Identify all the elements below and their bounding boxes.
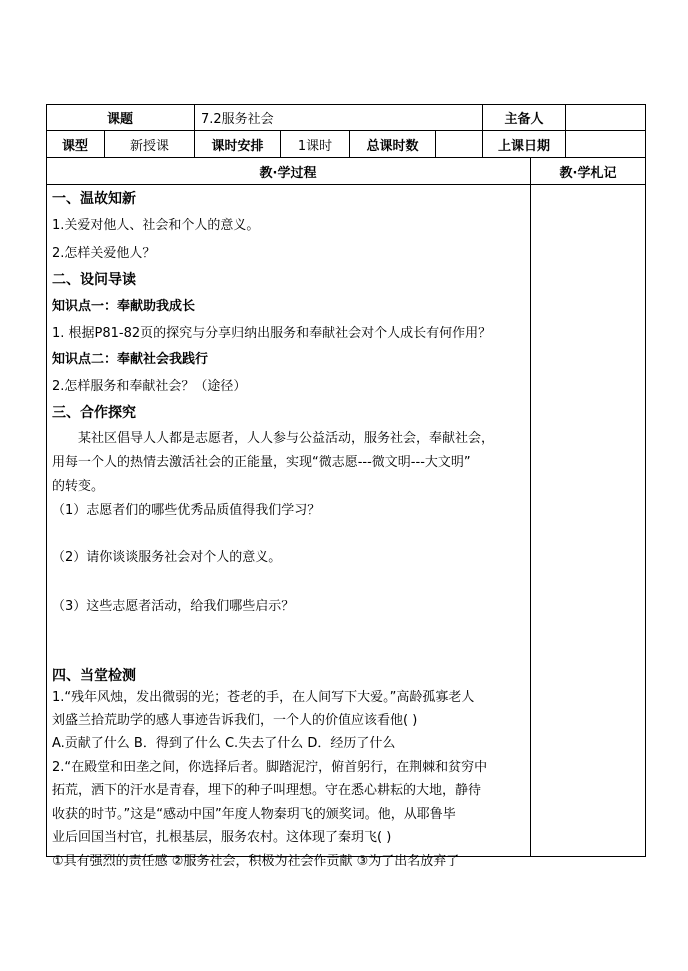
label-topic: 课题: [106, 112, 133, 127]
section-test-title: 四、当堂检测: [52, 668, 136, 684]
label-date: 上课日期: [497, 138, 550, 154]
test-options: A.贡献了什么 B．得到了什么 C.失去了什么 D．经历了什么: [52, 736, 396, 751]
table-border-left: [46, 104, 47, 857]
notes-column: [531, 185, 645, 856]
knowledge-point-title: 知识点一：奉献助我成长: [52, 299, 196, 314]
type-value: 新授课: [129, 138, 169, 154]
knowledge-question: 2.怎样服务和奉献社会？（途径）: [52, 379, 247, 394]
knowledge-question: 1. 根据P81-82页的探究与分享归纳出服务和奉献社会对个人成长有何作用？: [52, 326, 492, 341]
test-question-line: 业后回国当村官，扎根基层，服务农村。这体现了秦玥飞( ): [52, 830, 392, 845]
knowledge-point-title: 知识点二：奉献社会我践行: [52, 352, 209, 367]
test-question-line: 刘盛兰拾荒助学的感人事迹告诉我们，一个人的价值应该看他( ): [52, 713, 418, 728]
section-explore-title: 三、合作探究: [52, 405, 136, 421]
schedule-value: 1课时: [297, 138, 333, 154]
process-heading: 教·学过程: [259, 165, 317, 181]
section-review-title: 一、温故知新: [52, 191, 136, 207]
lesson-plan-table: [46, 104, 646, 869]
table-border-right: [645, 104, 646, 857]
notes-heading: 教·学札记: [559, 165, 617, 181]
explore-paragraph-line: 用每一个人的热情去激活社会的正能量，实现“微志愿---微文明---大文明”: [52, 455, 471, 470]
explore-paragraph-line: 的转变。: [52, 479, 105, 494]
preparer-value: [566, 105, 645, 130]
test-question-line: 收获的时节。”这是“感动中国”年度人物秦玥飞的颁奖词。他，从耶鲁毕: [52, 807, 456, 822]
label-schedule: 课时安排: [211, 138, 264, 154]
label-total: 总课时数: [366, 138, 419, 154]
review-question: 2.怎样关爱他人？: [52, 246, 156, 261]
topic-value: 7.2服务社会: [201, 112, 274, 127]
label-preparer: 主备人: [504, 112, 544, 127]
test-question-line: 拓荒，洒下的汗水是青春，埋下的种子叫理想。守在悉心耕耘的大地，静待: [52, 783, 482, 798]
section-guided-title: 二、设问导读: [52, 272, 136, 288]
review-question: 1.关爱对他人、社会和个人的意义。: [52, 218, 260, 233]
test-question-line: 1.“残年风烛，发出微弱的光；苍老的手，在人间写下大爱。”高龄孤寡老人: [52, 690, 475, 705]
explore-question: （2）请你谈谈服务社会对个人的意义。: [52, 550, 282, 565]
date-value: [566, 131, 645, 157]
label-type: 课型: [61, 138, 88, 154]
test-question-line: 2.“在殿堂和田垄之间，你选择后者。脚踏泥泞，俯首躬行，在荆棘和贫穷中: [52, 760, 488, 775]
explore-paragraph-line: 某社区倡导人人都是志愿者，人人参与公益活动，服务社会，奉献社会，: [52, 431, 495, 446]
explore-question: （1）志愿者们的哪些优秀品质值得我们学习？: [52, 503, 321, 518]
test-options: ①具有强烈的责任感 ②服务社会，积极为社会作贡献 ③为了出名放弃了: [52, 854, 460, 869]
total-value: [436, 131, 482, 157]
explore-question: （3）这些志愿者活动，给我们哪些启示？: [52, 599, 295, 614]
